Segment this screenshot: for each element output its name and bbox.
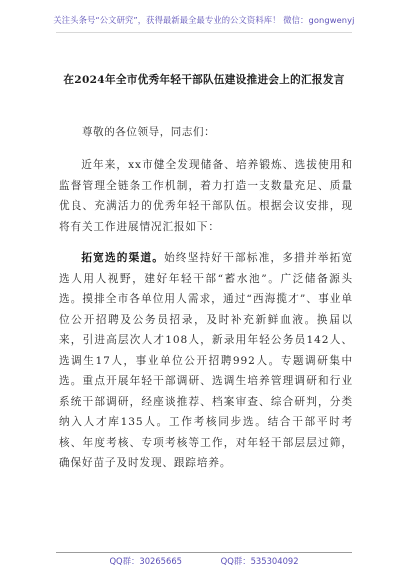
footer xyxy=(0,555,408,567)
salutation: 尊敬的各位领导，同志们： xyxy=(82,126,216,138)
footer-divider xyxy=(56,552,352,553)
paragraph-text: 近年来，xx市健全发现储备、培养锻炼、选拔使用和监督管理全链条工作机制，着力打造一支数量充足、质量优良、充满活力的优秀年轻干部队伍。根据会议安排，现将有关工作进展情况汇报如下： xyxy=(59,159,353,233)
paragraph-intro xyxy=(59,155,353,237)
footer-qq-group-2: QQ群：535304092 xyxy=(220,556,299,566)
paragraph-lead-heading: 拓宽选的渠道。 xyxy=(81,252,165,264)
header-banner: 关注头条号“公文研究”，获得最新最全最专业的公文资料库！ 微信：gongwenyj xyxy=(53,15,355,25)
paragraph-text: 始终坚持好干部标准，多措并举拓宽选人用人视野，建好年轻干部“蓄水池”。广泛储备源头选。摸排全市各单位用人需求，通过“西海揽才”、事业单位公开招聘及公务员招录，及时补充新鲜血液。换届以来，引进高层次人才108人，新录用年轻公务员142人、选调生17人，事业单位公开招聘992人。专题调研集中选。重点开展年轻干部调研、选调生培养管理调研和行业系统干部调研，经座谈推荐、档案审查、综合研判，分类纳入人才库135人。工作考核同步选。结合干部平时考核、年度考核、专项考核等工作，对年轻干部层层过筛，确保好苗子及时发现、跟踪培养。 xyxy=(59,252,353,469)
header-divider xyxy=(56,32,352,33)
footer-qq-group-1: QQ群：30265665 xyxy=(109,556,182,566)
document-title: 在2024年全市优秀年轻干部队伍建设推进会上的汇报发言 xyxy=(63,74,345,86)
paragraph-selection-channels xyxy=(59,248,353,474)
